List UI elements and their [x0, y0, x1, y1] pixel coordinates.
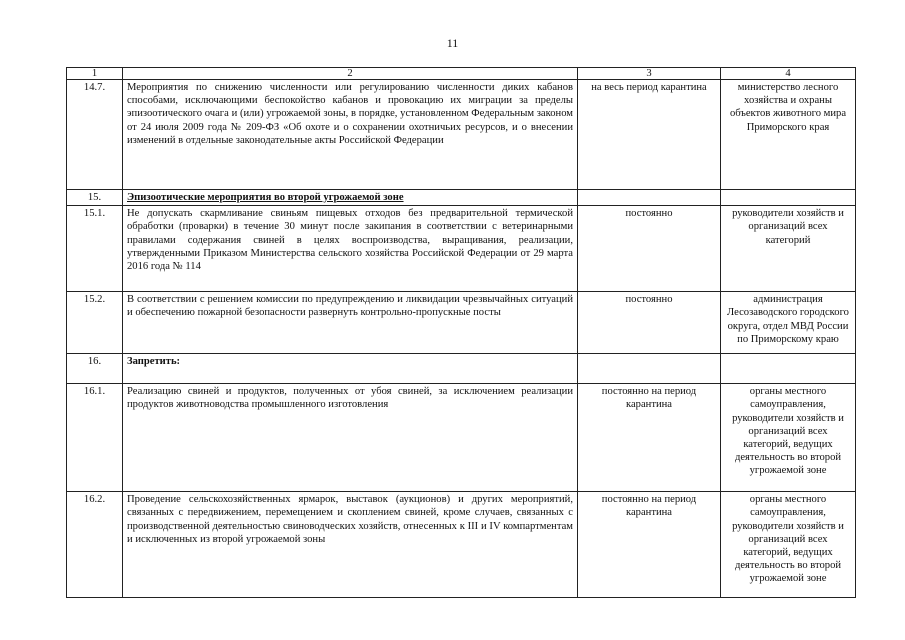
table-row: [67, 80, 856, 190]
row-text: В соответствии с решением комиссии по предупреждению и ликвидации чрезвычайных ситуаций и обеспечению пожарной безопасности развернуть контрольно-пропускные посты: [123, 292, 578, 354]
row-number: 15.2.: [67, 292, 123, 354]
measures-table: [66, 67, 856, 598]
header-col-3: 3: [578, 68, 721, 80]
table-header-row: [67, 68, 856, 80]
row-period: постоянно: [578, 206, 721, 292]
row-number: 15.1.: [67, 206, 123, 292]
table-row: [67, 292, 856, 354]
row-text: Не допускать скармливание свиньям пищевых отходов без предварительной термической обработки (проварки) в течение 30 минут после закипания в соответствии с ветеринарными правилами содержания свиней в целях воспроизводства, выращивания, реализации, утвержденными Приказом Министерства сельского хозяйства Российской Федерации от 29 марта 2016 года № 114: [123, 206, 578, 292]
table-row: [67, 190, 856, 206]
row-responsible: органы местного самоуправления, руководители хозяйств и организаций всех категорий, ведущих деятельность во второй угрожаемой зоне: [721, 492, 856, 598]
header-col-4: 4: [721, 68, 856, 80]
table-row: [67, 354, 856, 384]
row-responsible: руководители хозяйств и организаций всех категорий: [721, 206, 856, 292]
section-heading: Запретить:: [123, 354, 578, 384]
row-responsible: [721, 354, 856, 384]
row-period: постоянно на период карантина: [578, 492, 721, 598]
header-col-1: 1: [67, 68, 123, 80]
table-row: [67, 384, 856, 492]
row-text: Реализацию свиней и продуктов, полученных от убоя свиней, за исключением реализации продуктов животноводства промышленного изготовления: [123, 384, 578, 492]
row-responsible: органы местного самоуправления, руководители хозяйств и организаций всех категорий, ведущих деятельность во второй угрожаемой зоне: [721, 384, 856, 492]
row-responsible: [721, 190, 856, 206]
row-period: [578, 354, 721, 384]
row-text: Проведение сельскохозяйственных ярмарок, выставок (аукционов) и других мероприятий, связанных с передвижением, перемещением и скоплением свиней, кроме случаев, связанных с производственной деятельностью свиноводческих хозяйств, отнесенных к III и IV компартментам и исключенных из второй угрожаемой зоны: [123, 492, 578, 598]
row-number: 15.: [67, 190, 123, 206]
table-row: [67, 492, 856, 598]
row-period: постоянно на период карантина: [578, 384, 721, 492]
row-text: Мероприятия по снижению численности или регулированию численности диких кабанов способами, исключающими беспокойство кабанов и провокацию их миграции за пределы эпизоотического очага и (или) угрожаемой зоны, в порядке, установленном Федеральным законом от 24 июля 2009 года № 209-ФЗ «Об охоте и о сохранении охотничьих ресурсов, и о внесении изменений в отдельные законодательные акты Российской Федерации: [123, 80, 578, 190]
row-period: на весь период карантина: [578, 80, 721, 190]
row-responsible: администрация Лесозаводского городского округа, отдел МВД России по Приморскому краю: [721, 292, 856, 354]
row-number: 14.7.: [67, 80, 123, 190]
row-period: постоянно: [578, 292, 721, 354]
row-responsible: министерство лесного хозяйства и охраны объектов животного мира Приморского края: [721, 80, 856, 190]
row-period: [578, 190, 721, 206]
page-number: 11: [446, 36, 459, 50]
row-number: 16.: [67, 354, 123, 384]
section-heading: Эпизоотические мероприятия во второй угрожаемой зоне: [123, 190, 578, 206]
row-number: 16.2.: [67, 492, 123, 598]
table-row: [67, 206, 856, 292]
header-col-2: 2: [123, 68, 578, 80]
row-number: 16.1.: [67, 384, 123, 492]
